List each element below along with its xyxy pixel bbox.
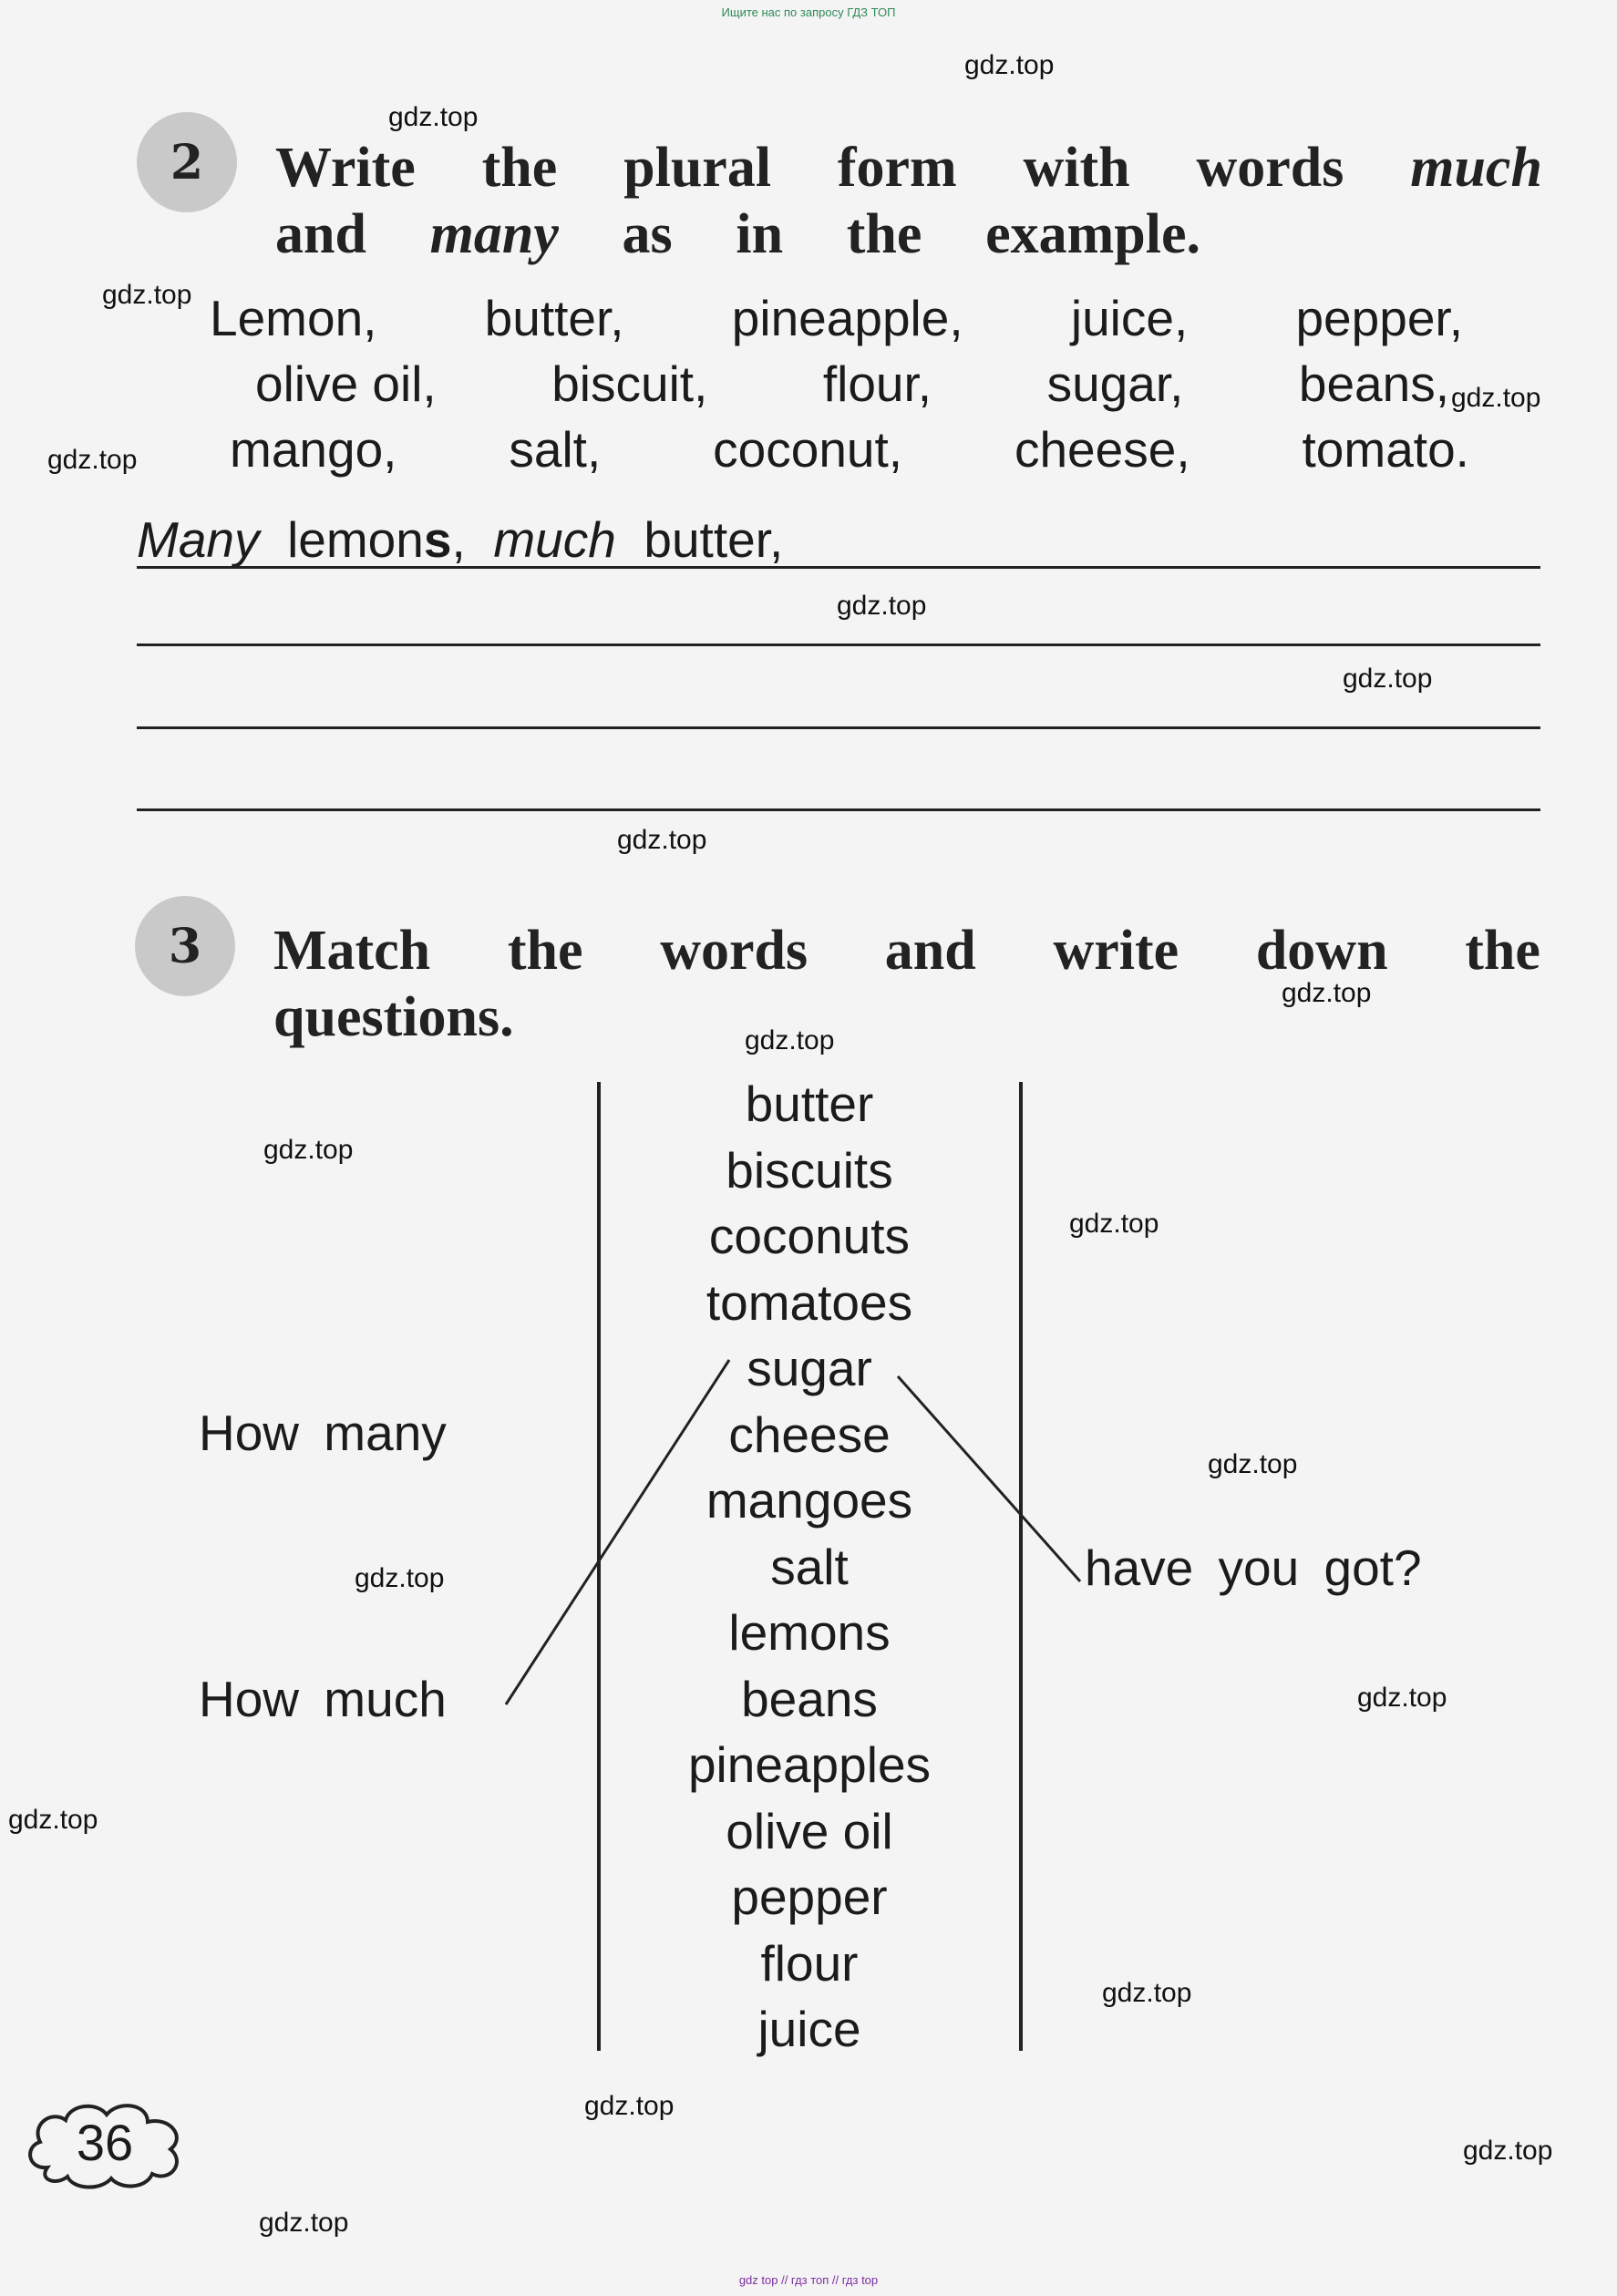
word-bank-item: biscuit, [551, 355, 708, 412]
example-word: lemon [287, 511, 424, 568]
example-plural-ending: s [423, 511, 452, 568]
match-line-sugar-have-you-got [898, 1376, 1080, 1581]
match-word: pepper [731, 1869, 888, 1925]
watermark: gdz.top [1282, 978, 1372, 1008]
match-word: pineapples [687, 1736, 932, 1793]
top-note: Ищите нас по запросу ГДЗ ТОП [721, 5, 896, 19]
word-bank-item: pepper, [1295, 290, 1463, 346]
heading-word: Write [275, 137, 416, 199]
match-word: cheese [728, 1405, 891, 1463]
match-word: salt [770, 1538, 849, 1595]
heading-word: the [507, 920, 583, 982]
label-have-you-got: have you got? [1085, 1539, 1422, 1596]
watermark: gdz.top [47, 445, 138, 475]
heading-word: Match [273, 920, 431, 982]
watermark: gdz.top [259, 2208, 349, 2238]
watermark: gdz.top [837, 591, 927, 621]
heading-word: write [1053, 920, 1179, 982]
heading-word: the [481, 137, 558, 199]
match-word: flour [760, 1934, 859, 1992]
match-word: mangoes [706, 1472, 913, 1529]
exercise-3-number: 3 [135, 896, 235, 996]
watermark: gdz.top [584, 2091, 675, 2121]
heading-word: plural [623, 137, 772, 199]
match-line-how-much-sugar [506, 1360, 729, 1704]
heading-word: as [622, 203, 673, 265]
match-word: lemons [728, 1604, 891, 1661]
watermark: gdz.top [388, 102, 479, 132]
word-bank-item: tomato. [1302, 421, 1469, 478]
example-word: Many [137, 511, 260, 568]
heading-word: and [275, 203, 366, 265]
match-word: coconuts [708, 1208, 911, 1264]
word-bank-item: cheese, [1014, 421, 1190, 478]
watermark: gdz.top [745, 1025, 835, 1055]
watermark: gdz.top [964, 50, 1055, 80]
word-bank-item: sugar, [1046, 355, 1184, 412]
match-word: beans [741, 1670, 878, 1727]
word-bank-item: beans, [1298, 355, 1449, 412]
word-bank-item: salt, [509, 421, 602, 478]
match-word: biscuits [726, 1141, 893, 1199]
example-separator: , [451, 511, 466, 568]
watermark: gdz.top [263, 1135, 354, 1165]
word-bank-item: butter, [484, 290, 624, 346]
watermark: gdz.top [102, 280, 192, 310]
heading-word: form [837, 137, 957, 199]
word-bank-item: flour, [822, 355, 932, 412]
heading-word: words [1196, 137, 1344, 199]
heading-word: down [1255, 920, 1388, 982]
watermark: gdz.top [617, 825, 707, 855]
example-word: much [493, 511, 616, 568]
watermark: gdz.top [8, 1805, 98, 1835]
word-bank-item: juice, [1070, 290, 1189, 346]
heading-word: in [736, 203, 784, 265]
exercise-2-number: 2 [137, 112, 237, 212]
heading-word: and [884, 920, 976, 982]
word-bank-item: olive oil, [255, 355, 437, 412]
heading-word: example. [985, 203, 1200, 265]
label-how-much: How much [199, 1671, 447, 1727]
heading-word-italic: many [429, 203, 559, 265]
word-bank-item: mango, [230, 421, 397, 478]
word-bank-item: coconut, [713, 421, 903, 478]
label-how-many: How many [199, 1405, 447, 1461]
heading-word-italic: much [1410, 137, 1542, 199]
watermark: gdz.top [1357, 1683, 1447, 1713]
watermark: gdz.top [1463, 2136, 1553, 2166]
word-bank-item: Lemon, [210, 290, 377, 346]
match-word: juice [757, 2001, 861, 2057]
watermark: gdz.top [1343, 664, 1433, 694]
match-word: butter [745, 1076, 874, 1132]
watermark: gdz.top [1451, 383, 1541, 413]
match-word: olive oil [726, 1802, 893, 1859]
watermark: gdz.top [1102, 1978, 1192, 2008]
heading-word: the [846, 203, 922, 265]
heading-word: questions. [273, 986, 514, 1048]
match-word: sugar [747, 1340, 872, 1396]
bottom-note: gdz top // гдз топ // гдз top [738, 2273, 879, 2287]
watermark: gdz.top [355, 1563, 445, 1593]
heading-word: words [660, 920, 808, 982]
word-bank-item: pineapple, [731, 290, 963, 346]
page-number: 36 [76, 2114, 134, 2171]
watermark: gdz.top [1069, 1209, 1159, 1239]
heading-word: with [1023, 137, 1130, 199]
watermark: gdz.top [1208, 1449, 1298, 1479]
heading-word: the [1465, 920, 1540, 982]
match-word: tomatoes [706, 1273, 913, 1331]
example-word: butter, [644, 511, 784, 568]
